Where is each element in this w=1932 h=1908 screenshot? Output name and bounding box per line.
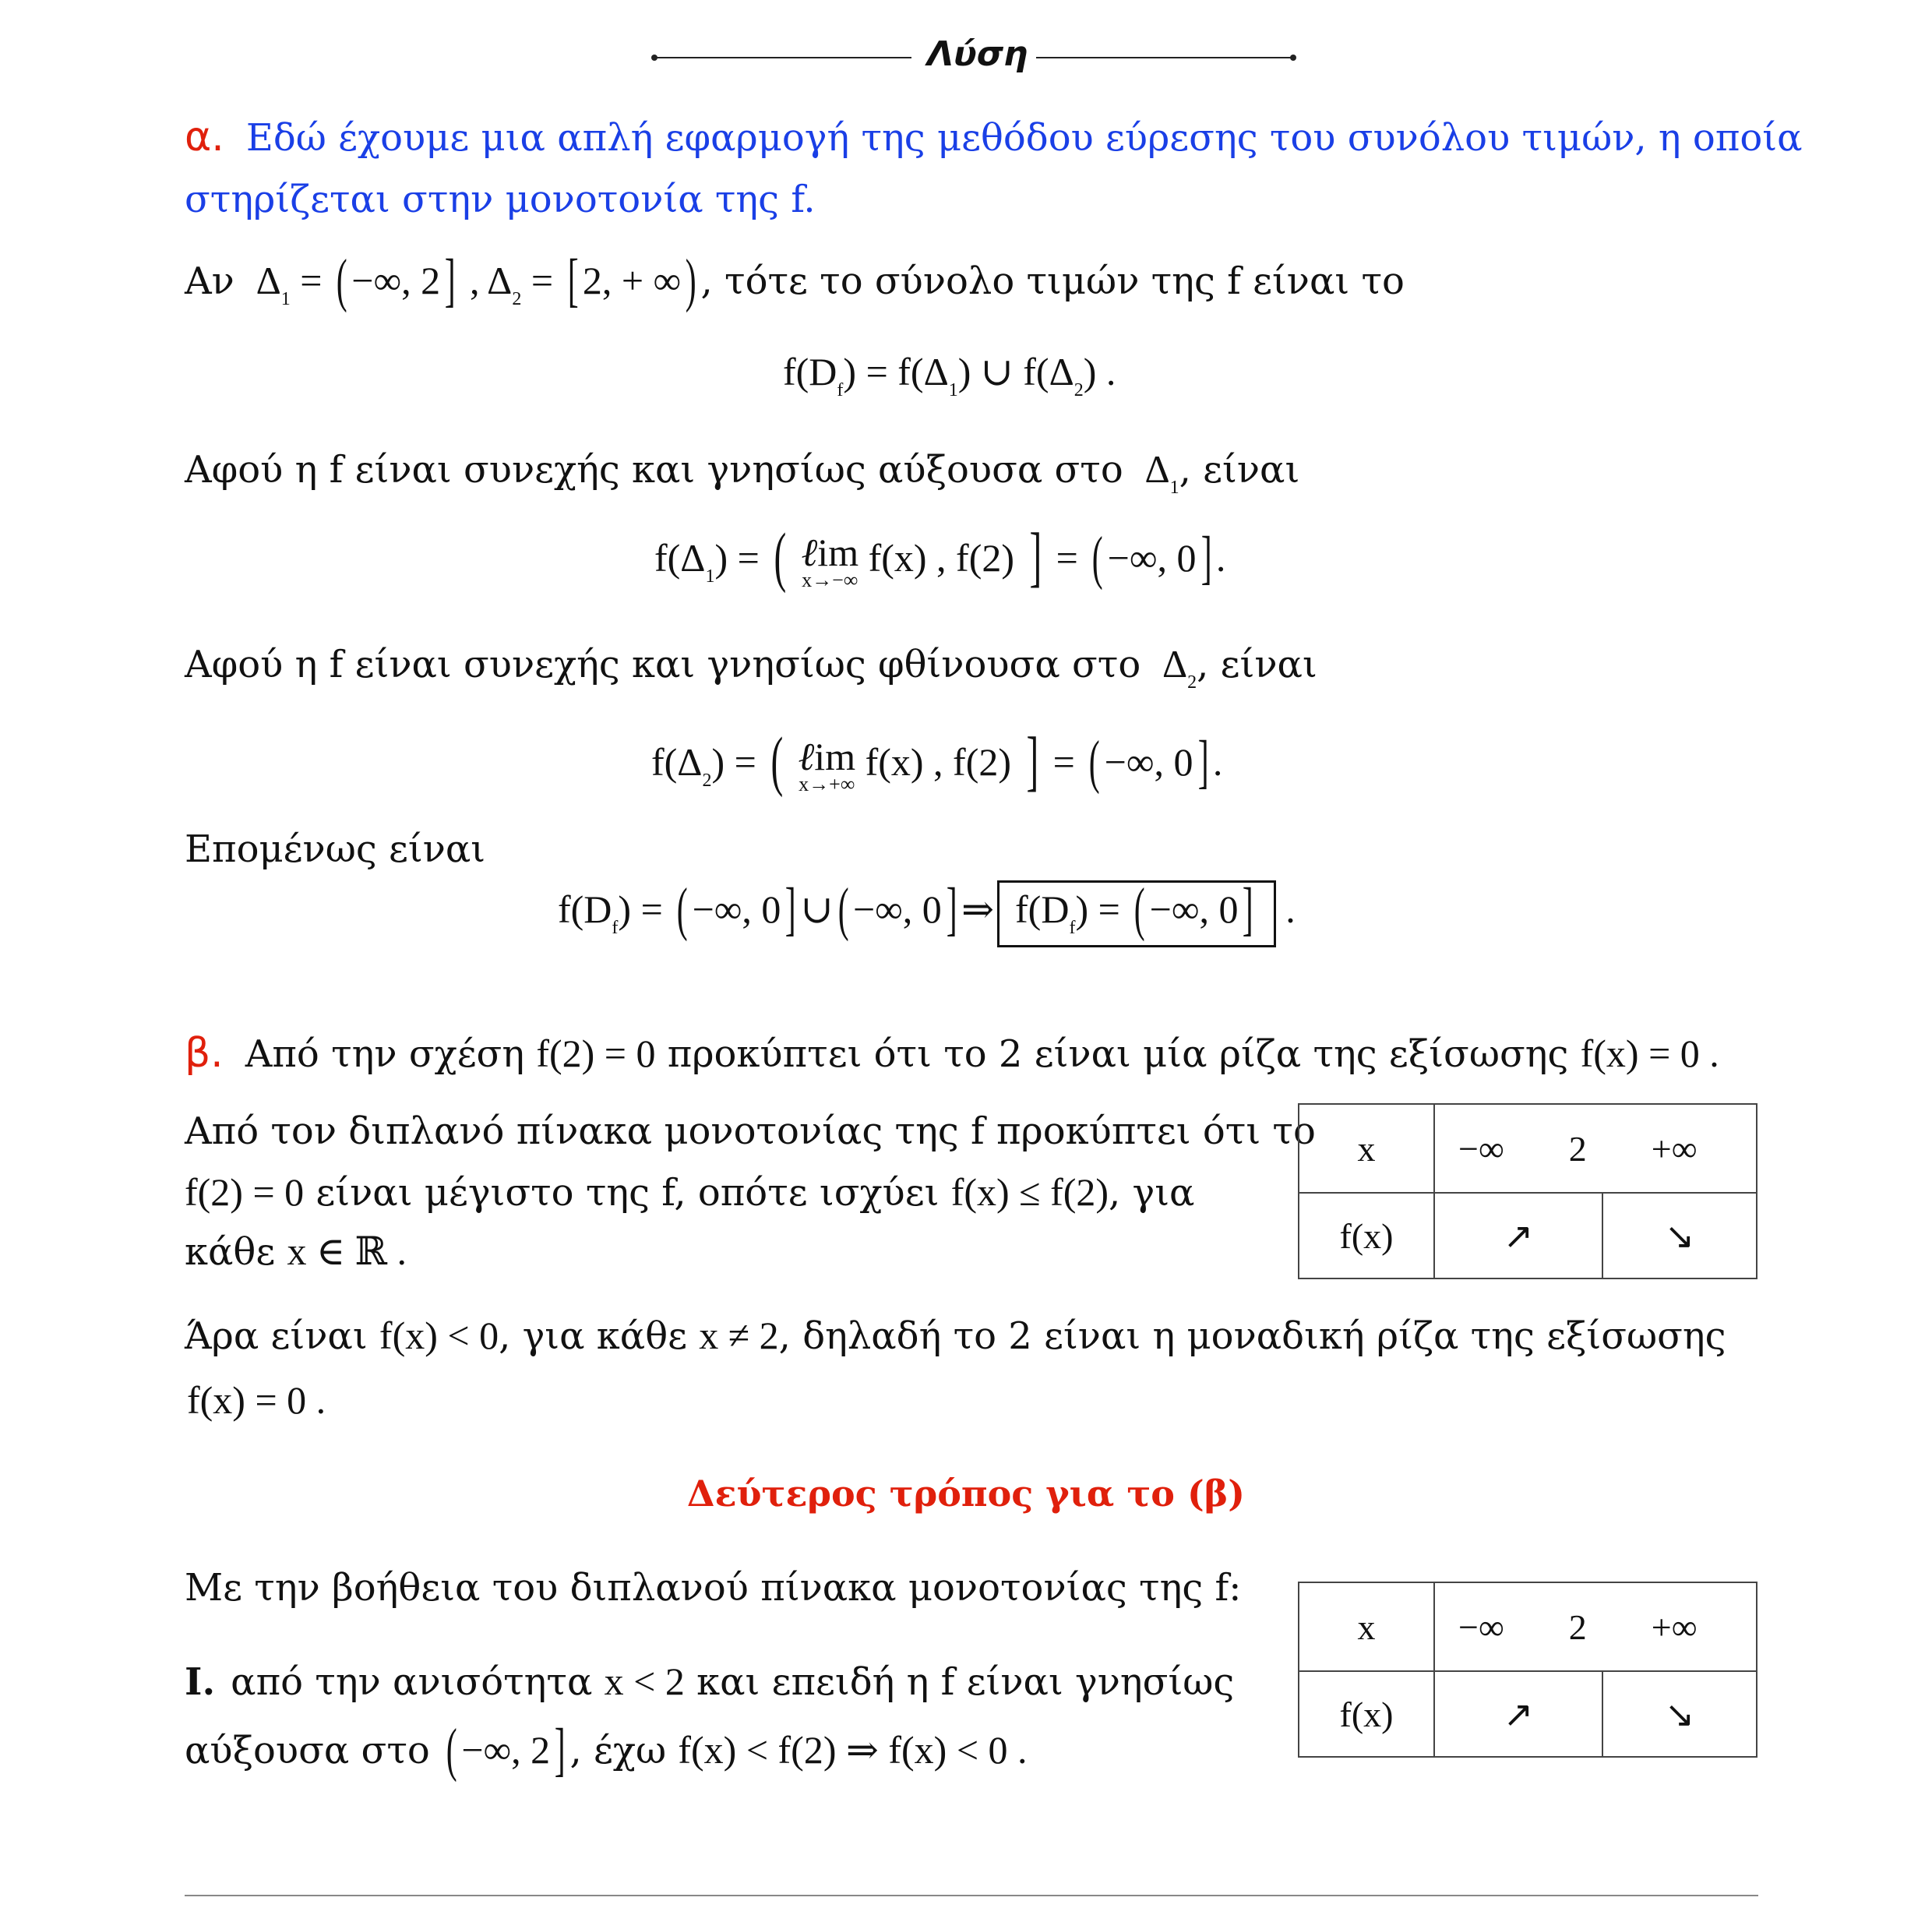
table1-two: 2 bbox=[1568, 1128, 1587, 1169]
table2-decreasing-arrow-icon: ↘ bbox=[1602, 1671, 1757, 1757]
part-b-para2-line1: Από τον διπλανό πίνακα μονοτονίας της f προκύπτει ότι το bbox=[185, 1109, 1316, 1153]
table1-plus-infinity: +∞ bbox=[1651, 1128, 1698, 1169]
boxed-result: $f(D_f)$ = ( −∞, 0] bbox=[997, 880, 1276, 947]
increasing-line: Αφού η f είναι συνεχής και γνησίως αύξουσα στο $\Delta_1$, είναι bbox=[185, 447, 1300, 498]
part-a-intro-text: Εδώ έχουμε μια απλή εφαρμογή της μεθόδου εύρεσης του συνόλου τιμών, η οποία bbox=[245, 116, 1803, 160]
intervals-line bbox=[185, 248, 1405, 323]
part-b-para2-line3 bbox=[185, 1228, 407, 1275]
f-delta2-formula: $f(\Delta_2)$ = ( ℓim x→+∞ f(x) , f(2) ] = ( −∞, 0] . bbox=[651, 723, 1223, 798]
item-1-eq: x < 2 bbox=[604, 1659, 685, 1703]
part-b-eq-fx: f(x) = 0 . bbox=[1580, 1032, 1719, 1075]
f-delta1-formula: $f(\Delta_1)$ = ( ℓim x→−∞ f(x) , f(2) ] = ( −∞, 0] . bbox=[654, 519, 1226, 594]
table2-fx-label: f(x) bbox=[1299, 1671, 1434, 1757]
is-text-1: , είναι bbox=[1179, 448, 1300, 492]
part-b-line1 bbox=[185, 1030, 1719, 1077]
para3-b: , για κάθε bbox=[499, 1314, 687, 1358]
second-way-intro: Με την βοήθεια του διπλανού πίνακα μονοτονίας της f: bbox=[185, 1566, 1242, 1610]
table1-x-values bbox=[1434, 1104, 1757, 1193]
part-b-line1-b: προκύπτει ότι το 2 είναι μία ρίζα της εξίσωσης bbox=[667, 1032, 1569, 1076]
part-b-label: β. bbox=[185, 1030, 224, 1077]
para2-ineq: f(x) ≤ f(2) bbox=[950, 1170, 1109, 1214]
part-b-para3-line2: f(x) = 0 . bbox=[187, 1378, 326, 1422]
final-range-formula: $f(D_f)$ = ( −∞, 0] ∪( −∞, 0] ⇒ $f(D_f)$ = ( −∞, 0] . bbox=[558, 880, 1296, 947]
table2-minus-infinity: −∞ bbox=[1458, 1606, 1504, 1647]
item-1-line1-a: από την ανισότητα bbox=[231, 1660, 593, 1704]
limit-plus-infinity: ℓim x→+∞ bbox=[798, 735, 856, 795]
monotonicity-table-2 bbox=[1298, 1582, 1757, 1758]
table1-decreasing-arrow-icon: ↘ bbox=[1602, 1193, 1757, 1278]
intervals-formula: $\Delta_1$ = ( −∞, 2] , $\Delta_2$ = [ 2, + ∞) bbox=[246, 248, 696, 313]
para2-eq: f(2) = 0 bbox=[185, 1170, 305, 1214]
second-way-heading: Δεύτερος τρόπος για το (β) bbox=[686, 1472, 1246, 1515]
table2-increasing-arrow-icon: ↗ bbox=[1434, 1671, 1602, 1757]
para2-line3-text: κάθε bbox=[185, 1230, 276, 1274]
para3-a: Άρα είναι bbox=[185, 1314, 368, 1358]
para3-eq2: x ≠ 2 bbox=[699, 1314, 779, 1357]
header-rule-right-dot bbox=[1290, 55, 1296, 61]
part-b-line1-a: Από την σχέση bbox=[245, 1032, 525, 1076]
monotonicity-table-1 bbox=[1298, 1103, 1757, 1279]
header-rule-right bbox=[1036, 57, 1293, 58]
table1-increasing-arrow-icon: ↗ bbox=[1434, 1193, 1602, 1278]
item-1-interval: ( −∞, 2] bbox=[446, 1717, 566, 1783]
para2-end: , για bbox=[1109, 1171, 1195, 1215]
item-1-label: Ι. bbox=[185, 1660, 216, 1704]
para2-text: είναι μέγιστο της f, οπότε ισχύει bbox=[316, 1171, 940, 1215]
table2-two: 2 bbox=[1568, 1606, 1587, 1647]
is-text-2: , είναι bbox=[1197, 643, 1317, 686]
item-1-line2 bbox=[185, 1717, 1028, 1783]
therefore-text: Επομένως είναι bbox=[185, 827, 486, 871]
item-1-line1-b: και επειδή η f είναι γνησίως bbox=[696, 1660, 1235, 1704]
part-b-eq-f2: f(2) = 0 bbox=[536, 1032, 656, 1075]
table2-x-label: x bbox=[1299, 1582, 1434, 1671]
decreasing-line: Αφού η f είναι συνεχής και γνησίως φθίνουσα στο $\Delta_2$, είναι bbox=[185, 642, 1317, 693]
then-text: , τότε το σύνολο τιμών της f είναι το bbox=[700, 259, 1405, 303]
part-b-para3-line1 bbox=[185, 1312, 1726, 1360]
range-union-formula: $f(D_f) = f(\Delta_1)$ ∪ $f(\Delta_2)$ . bbox=[783, 350, 1116, 400]
table1-fx-label: f(x) bbox=[1299, 1193, 1434, 1278]
header-title: Λύση bbox=[927, 34, 1028, 74]
item-1-line2-b: , έχω bbox=[569, 1729, 667, 1772]
table2-plus-infinity: +∞ bbox=[1651, 1606, 1698, 1647]
part-a-intro-line1 bbox=[185, 114, 1803, 161]
table2-x-values bbox=[1434, 1582, 1757, 1671]
item-1-line1 bbox=[185, 1658, 1234, 1705]
item-1-line2-eq: f(x) < f(2) ⇒ f(x) < 0 . bbox=[678, 1728, 1028, 1772]
decreasing-text: Αφού η f είναι συνεχής και γνησίως φθίνουσα στο bbox=[185, 643, 1141, 686]
table1-minus-infinity: −∞ bbox=[1458, 1128, 1504, 1169]
part-a-intro-line2: στηρίζεται στην μονοτονία της f. bbox=[185, 178, 816, 221]
if-text: Αν bbox=[185, 259, 234, 303]
item-1-line2-a: αύξουσα στο bbox=[185, 1729, 430, 1772]
para2-line3-eq: x ∈ ℝ . bbox=[287, 1229, 407, 1273]
para3-c: , δηλαδή το 2 είναι η μοναδική ρίζα της εξίσωσης bbox=[778, 1314, 1726, 1358]
part-a-label: α. bbox=[185, 114, 224, 160]
header-rule-left bbox=[654, 57, 911, 58]
increasing-text: Αφού η f είναι συνεχής και γνησίως αύξουσα στο bbox=[185, 448, 1123, 492]
footer-rule bbox=[185, 1895, 1758, 1896]
para3-eq1: f(x) < 0 bbox=[379, 1314, 499, 1357]
limit-minus-infinity: ℓim x→−∞ bbox=[801, 531, 859, 591]
part-b-para2-line2 bbox=[185, 1169, 1194, 1216]
table1-x-label: x bbox=[1299, 1104, 1434, 1193]
